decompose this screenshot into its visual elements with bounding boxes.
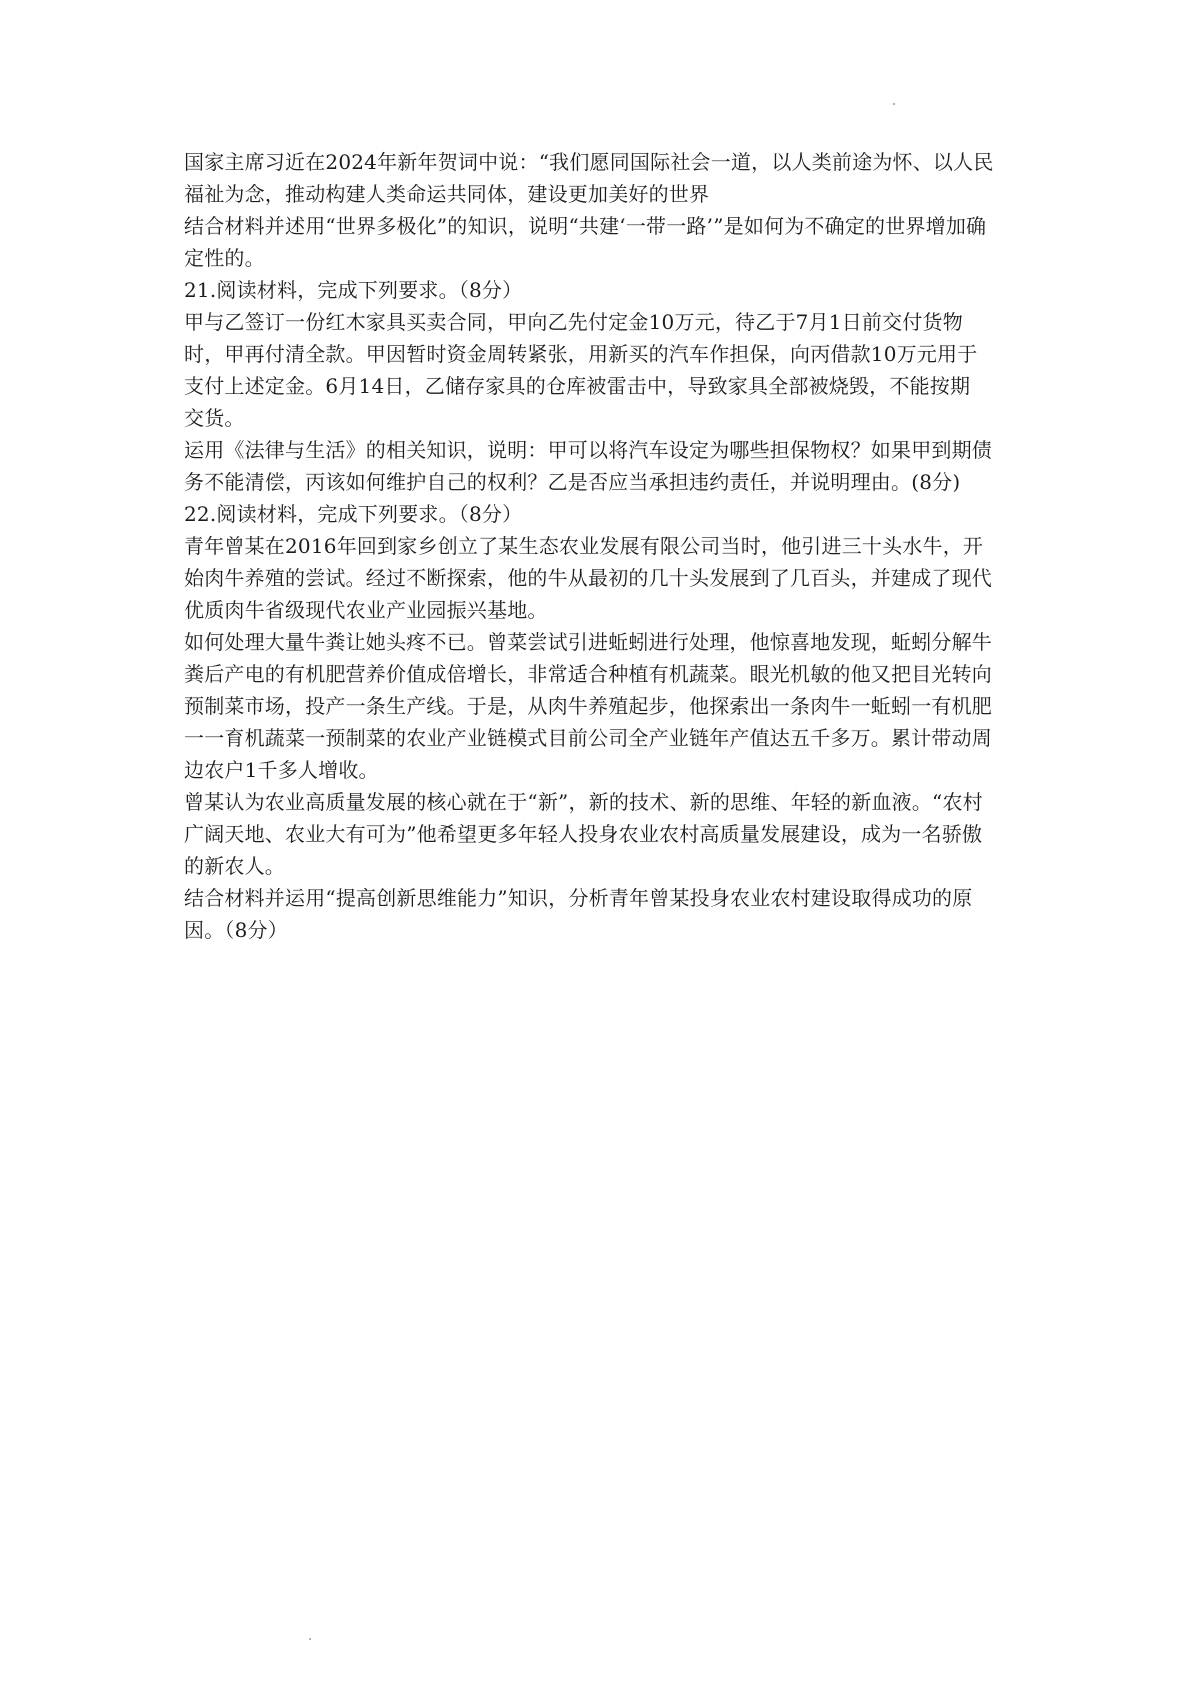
question-heading: 21.阅读材料，完成下列要求。（8分） [184, 278, 523, 302]
text-line: 优质肉牛省级现代农业产业园振兴基地。 [184, 598, 548, 622]
text-line: 支付上述定金。6月14日，乙储存家具的仓库被雷击中，导致家具全部被烧毁，不能按期 [184, 374, 971, 398]
text-line: 的新农人。 [184, 854, 285, 878]
text-line: 交货。 [184, 406, 245, 430]
text-line: 结合材料并述用“世界多极化”的知识，说明“共建‘一带一路’”是如何为不确定的世界增加确 [184, 214, 987, 238]
text-line: 因。（8分） [184, 918, 288, 942]
text-line: 始肉牛养殖的尝试。经过不断探索，他的牛从最初的几十头发展到了几百头，并建成了现代 [184, 566, 992, 590]
text-line: 时，甲再付清全款。甲因暂时资金周转紧张，用新买的汽车作担保，向丙借款10万元用于 [184, 342, 978, 366]
text-line: 务不能清偿，丙该如何维护自己的权利？乙是否应当承担违约责任，并说明理由。(8分) [184, 470, 961, 494]
text-line: 粪后产电的有机肥营养价值成倍增长，非常适合种植有机蔬菜。眼光机敏的他又把目光转向 [184, 662, 992, 686]
question-21-block [184, 274, 1030, 498]
text-line: 预制菜市场，投产一条生产线。于是，从肉牛养殖起步，他探索出一条肉牛一蚯蚓一有机肥 [184, 694, 992, 718]
text-line: 曾某认为农业高质量发展的核心就在于“新”，新的技术、新的思维、年轻的新血液。“农村 [184, 790, 983, 814]
text-line: 结合材料并运用“提高创新思维能力”知识，分析青年曾某投身农业农村建设取得成功的原 [184, 886, 973, 910]
text-line: 国家主席习近在2024年新年贺词中说：“我们愿同国际社会一道，以人类前途为怀、以人民 [184, 150, 994, 174]
question-22-block [184, 498, 1030, 946]
text-line: 运用《法律与生活》的相关知识，说明：甲可以将汽车设定为哪些担保物权？如果甲到期债 [184, 438, 992, 462]
text-line: 一一育机蔬菜一预制菜的农业产业链模式目前公司全产业链年产值达五千多万。累计带动周 [184, 726, 992, 750]
text-line: 青年曾某在2016年回到家乡创立了某生态农业发展有限公司当时，他引进三十头水牛，开 [184, 534, 984, 558]
text-line: 福祉为念，推动构建人类命运共同体，建设更加美好的世界 [184, 182, 710, 206]
scan-speck-bottom [309, 1638, 311, 1640]
text-line: 广阔天地、农业大有可为”他希望更多年轻人投身农业农村高质量发展建设，成为一名骄傲 [184, 822, 983, 846]
material-20-block [184, 146, 1030, 274]
text-line: 如何处理大量牛粪让她头疼不已。曾菜尝试引进蚯蚓进行处理，他惊喜地发现，蚯蚓分解牛 [184, 630, 992, 654]
scan-speck-top [893, 103, 895, 105]
text-line: 甲与乙签订一份红木家具买卖合同，甲向乙先付定金10万元，待乙于7月1日前交付货物 [184, 310, 963, 334]
text-line: 边农户1千多人增收。 [184, 758, 379, 782]
document-body [184, 146, 1030, 946]
text-line: 定性的。 [184, 246, 265, 270]
question-heading: 22.阅读材料，完成下列要求。（8分） [184, 502, 523, 526]
